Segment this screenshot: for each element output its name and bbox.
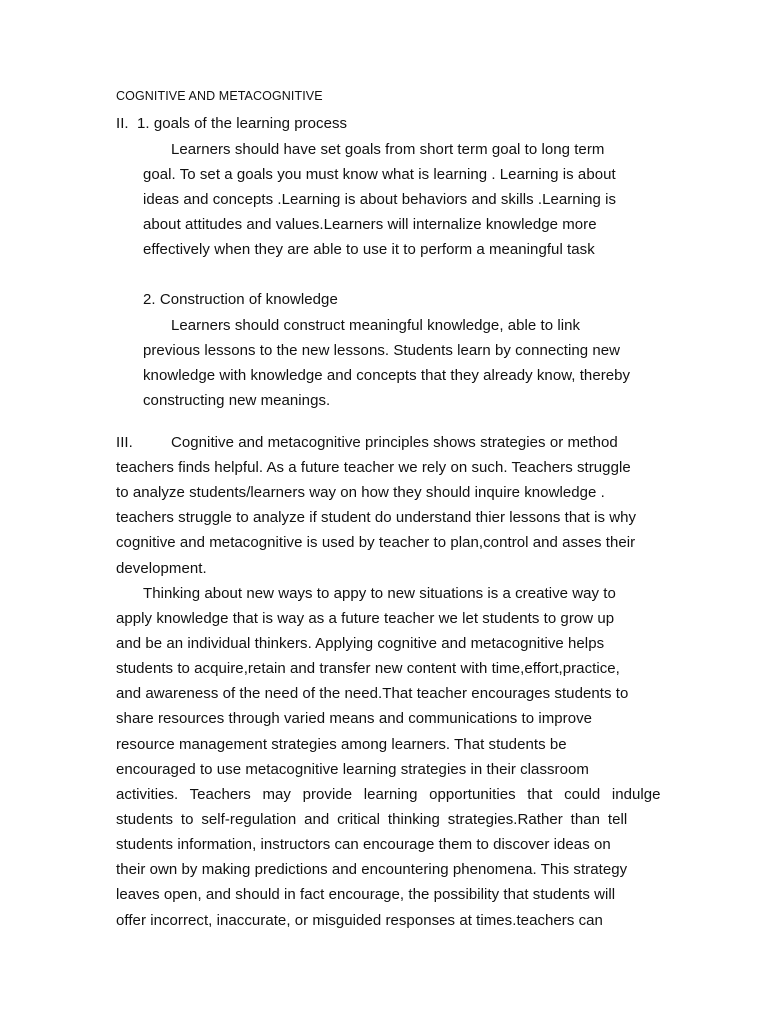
- principles-paragraph-line: teachers finds helpful. As a future teacher we rely on such. Teachers struggle: [116, 459, 631, 476]
- section-ii-number: II.: [116, 115, 129, 132]
- principles-paragraph-line: Cognitive and metacognitive principles shows strategies or method: [171, 434, 618, 451]
- goals-paragraph-line: goal. To set a goals you must know what is learning . Learning is about: [143, 166, 616, 183]
- thinking-paragraph-line: and be an individual thinkers. Applying cognitive and metacognitive helps: [116, 635, 605, 652]
- principles-paragraph-line: teachers struggle to analyze if student do understand thier lessons that is why: [116, 509, 637, 526]
- document-title: COGNITIVE AND METACOGNITIVE: [116, 89, 323, 103]
- goals-paragraph-line: about attitudes and values.Learners will internalize knowledge more: [143, 216, 597, 233]
- section-iii-number: III.: [116, 434, 133, 451]
- thinking-paragraph-line: leaves open, and should in fact encourage, the possibility that students will: [116, 886, 616, 903]
- principles-paragraph-line: cognitive and metacognitive is used by teacher to plan,control and asses their: [116, 534, 636, 551]
- goals-heading: 1. goals of the learning process: [137, 115, 348, 132]
- goals-paragraph-line: ideas and concepts .Learning is about behaviors and skills .Learning is: [143, 191, 617, 208]
- thinking-paragraph-line: students information, instructors can encourage them to discover ideas on: [116, 836, 611, 853]
- thinking-paragraph-line: and awareness of the need of the need.That teacher encourages students to: [116, 685, 629, 702]
- construction-paragraph-line: previous lessons to the new lessons. Students learn by connecting new: [143, 342, 621, 359]
- goals-paragraph-line: Learners should have set goals from short term goal to long term: [171, 141, 605, 158]
- thinking-paragraph-line: their own by making predictions and encountering phenomena. This strategy: [116, 861, 628, 878]
- thinking-paragraph-line: offer incorrect, inaccurate, or misguided responses at times.teachers can: [116, 912, 603, 929]
- thinking-paragraph-line: activities. Teachers may provide learning opportunities that could indulge: [116, 786, 661, 803]
- principles-paragraph-line: to analyze students/learners way on how they should inquire knowledge .: [116, 484, 605, 501]
- goals-paragraph-line: effectively when they are able to use it to perform a meaningful task: [143, 241, 595, 258]
- thinking-paragraph-line: students to acquire,retain and transfer new content with time,effort,practice,: [116, 660, 620, 677]
- construction-paragraph-line: Learners should construct meaningful knowledge, able to link: [171, 317, 581, 334]
- thinking-paragraph-line: encouraged to use metacognitive learning strategies in their classroom: [116, 761, 589, 778]
- thinking-paragraph-line: resource management strategies among learners. That students be: [116, 736, 567, 753]
- construction-paragraph-line: constructing new meanings.: [143, 392, 331, 409]
- thinking-paragraph-line: students to self-regulation and critical thinking strategies.Rather than tell: [116, 811, 628, 828]
- thinking-paragraph-line: apply knowledge that is way as a future teacher we let students to grow up: [116, 610, 615, 627]
- construction-paragraph-line: knowledge with knowledge and concepts that they already know, thereby: [143, 367, 631, 384]
- construction-heading: 2. Construction of knowledge: [143, 291, 338, 308]
- thinking-paragraph-line: share resources through varied means and communications to improve: [116, 710, 593, 727]
- thinking-paragraph-line: Thinking about new ways to appy to new situations is a creative way to: [143, 585, 616, 602]
- principles-paragraph-line: development.: [116, 560, 207, 577]
